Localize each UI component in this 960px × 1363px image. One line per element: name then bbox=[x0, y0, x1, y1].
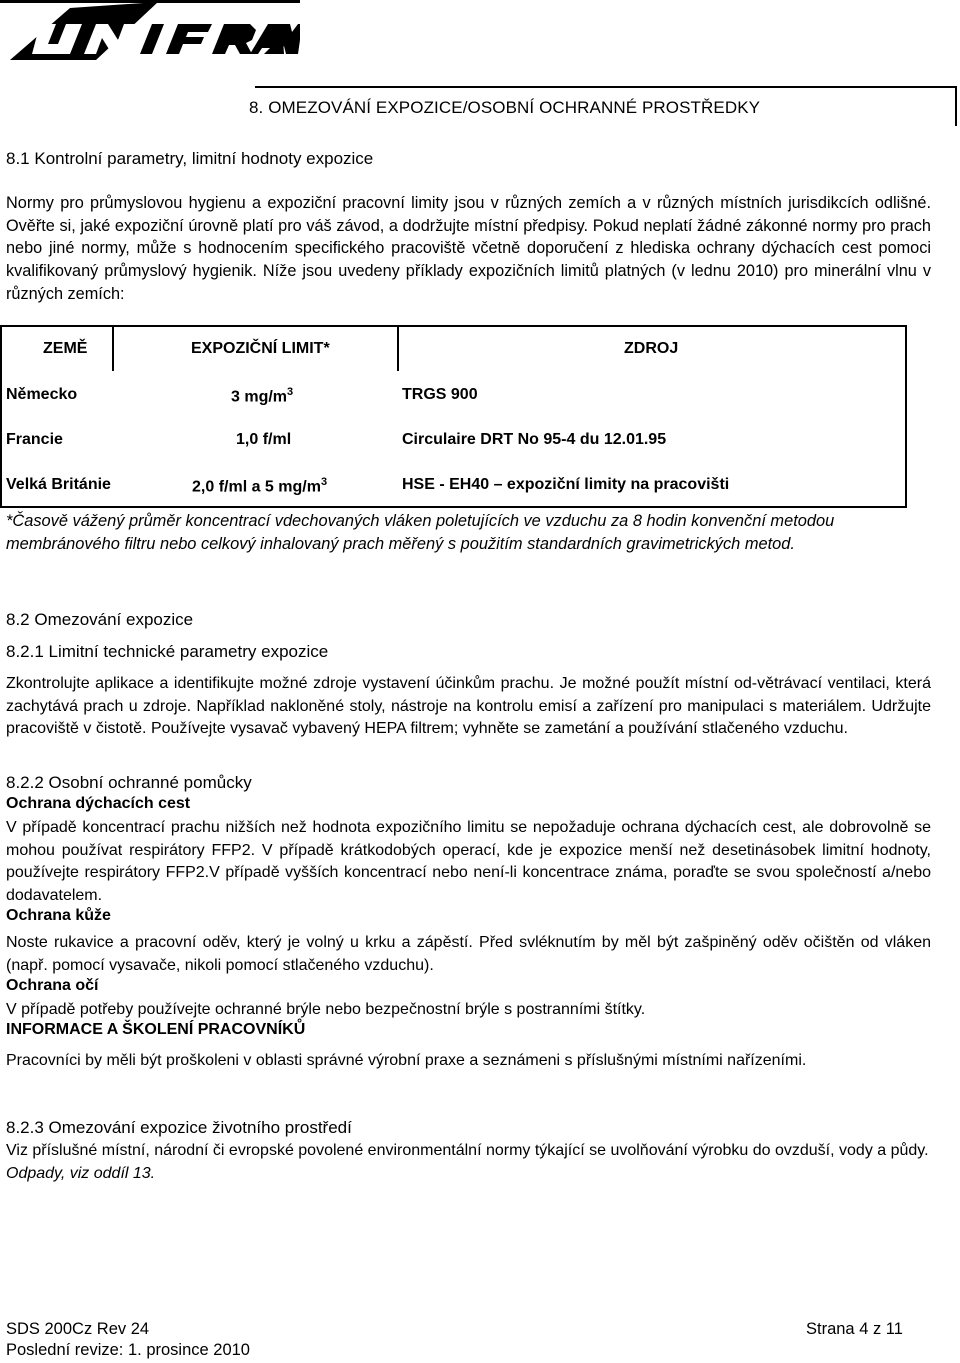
waste-reference: Odpady, viz oddíl 13. bbox=[6, 1164, 156, 1182]
exposure-limits-table bbox=[0, 325, 907, 508]
heading-respiratory: Ochrana dýchacích cest bbox=[6, 795, 191, 812]
paragraph-respiratory: V případě koncentrací prachu nižších než hodnota expozičního limitu se nepožaduje ochrana dýchacích cest, ale dobrovolně se mohou používat respirátory FFP2. V případě krátkodobých operací, kde je expozice menší než desetinásobek limitní hodnoty, používejte respirátory FFP2.V případě vyšších koncentrací nebo není-li koncentrace známa, poraďte se svou společností a/nebo dodavatelem. bbox=[6, 819, 931, 905]
row-limit-sup: 3 bbox=[320, 476, 328, 488]
paragraph-8-2-3 bbox=[6, 1140, 931, 1185]
footer-revision: Poslední revize: 1. prosince 2010 bbox=[6, 1341, 250, 1359]
unifrax-logo bbox=[0, 0, 300, 68]
table-divider bbox=[397, 325, 399, 371]
heading-eyes: Ochrana očí bbox=[6, 977, 99, 994]
paragraph-8-1 bbox=[6, 192, 931, 306]
header-limit: EXPOZIČNÍ LIMIT* bbox=[191, 340, 330, 357]
heading-skin: Ochrana kůže bbox=[6, 907, 111, 924]
footer-doc-id: SDS 200Cz Rev 24 bbox=[6, 1320, 150, 1338]
paragraph-skin: Noste rukavice a pracovní oděv, který je volný u krku a zápěstí. Před svléknutím by měl být zašpiněný oděv očištěn od vláken (např. pomocí vysavače, nikoli pomocí stlačeného vzduchu). bbox=[6, 934, 931, 974]
row-source: TRGS 900 bbox=[402, 386, 478, 403]
table-divider bbox=[112, 325, 114, 371]
table-footnote: *Časově vážený průměr koncentrací vdechovaných vláken poletujících ve vzduchu za 8 hodin konvenční metodou membránového filtru nebo celkový inhalovaný prach měřený s použitím standardních gravimetrických metod. bbox=[6, 512, 835, 553]
paragraph-8-1-text: Normy pro průmyslovou hygienu a expoziční pracovní limity jsou v různých zemích a v různých místních jurisdikcích odlišné. Ověřte si, jaké expoziční úrovně platí pro váš závod, a dodržujte místní předpisy. Pokud neplatí žádné zákonné normy pro prach nebo jiné normy, může s hodnocením specifického pracoviště včetně doporučení z hlediska ochrany dýchacích cest pomoci kvalifikovaný průmyslový hygienik. Níže jsou uvedeny příklady expozičních limitů platných (v lednu 2010) pro minerální vlnu v různých zemích: bbox=[6, 194, 931, 303]
row-country: Velká Británie bbox=[6, 476, 111, 493]
row-limit-sup: 3 bbox=[287, 386, 294, 398]
paragraph-8-2-3-text: Viz příslušné místní, národní či evropské povolené environmentální normy týkající se uvolňování výrobku do ovzduší, vody a půdy. bbox=[6, 1142, 929, 1159]
row-source: Circulaire DRT No 95-4 du 12.01.95 bbox=[402, 431, 667, 448]
footer-page-number: Strana 4 z 11 bbox=[806, 1320, 903, 1338]
row-source: HSE - EH40 – expoziční limity na pracovišti bbox=[402, 476, 730, 493]
unifrax-logo-graphic bbox=[0, 0, 300, 68]
heading-8-2-3: 8.2.3 Omezování expozice životního prostředí bbox=[6, 1118, 352, 1137]
paragraph-training: Pracovníci by měli být proškoleni v oblasti správné výrobní praxe a seznámeni s příslušnými místními nařízeními. bbox=[6, 1052, 807, 1069]
heading-8-2: 8.2 Omezování expozice bbox=[6, 610, 194, 629]
row-limit-value: 2,0 f/ml a 5 mg/m bbox=[192, 478, 321, 496]
table-header-row bbox=[0, 325, 905, 371]
row-limit bbox=[192, 476, 327, 496]
table-left-border bbox=[0, 371, 2, 508]
row-country: Německo bbox=[6, 386, 78, 403]
header-source: ZDROJ bbox=[624, 340, 679, 357]
header-country: ZEMĚ bbox=[43, 340, 88, 357]
heading-8-2-2: 8.2.2 Osobní ochranné pomůcky bbox=[6, 773, 252, 792]
paragraph-8-2-1: Zkontrolujte aplikace a identifikujte možné zdroje vystavení účinkům prachu. Je možné použít místní od-větrávací ventilaci, která zachytává prach u zdroje. Například nakloněné stoly, nástroje na kontrolu emisí a zařízení pro manipulaci s materiálem. Udržujte pracoviště v čistotě. Používejte vysavač vybavený HEPA filtrem; vyhněte se zametání a používání stlačeného vzduchu. bbox=[6, 675, 931, 738]
row-limit-value: 3 mg/m bbox=[231, 388, 288, 406]
heading-8-1: 8.1 Kontrolní parametry, limitní hodnoty expozice bbox=[6, 149, 374, 168]
paragraph-eyes: V případě potřeby používejte ochranné brýle nebo bezpečnostní brýle s postranními štítky. bbox=[6, 1001, 646, 1018]
row-country: Francie bbox=[6, 431, 63, 448]
row-limit: 1,0 f/ml bbox=[236, 431, 292, 448]
heading-8-2-1: 8.2.1 Limitní technické parametry expozice bbox=[6, 642, 329, 661]
section-title: 8. OMEZOVÁNÍ EXPOZICE/OSOBNÍ OCHRANNÉ PROSTŘEDKY bbox=[249, 98, 761, 117]
heading-training: INFORMACE A ŠKOLENÍ PRACOVNÍKŮ bbox=[6, 1021, 306, 1038]
row-limit bbox=[231, 386, 293, 406]
